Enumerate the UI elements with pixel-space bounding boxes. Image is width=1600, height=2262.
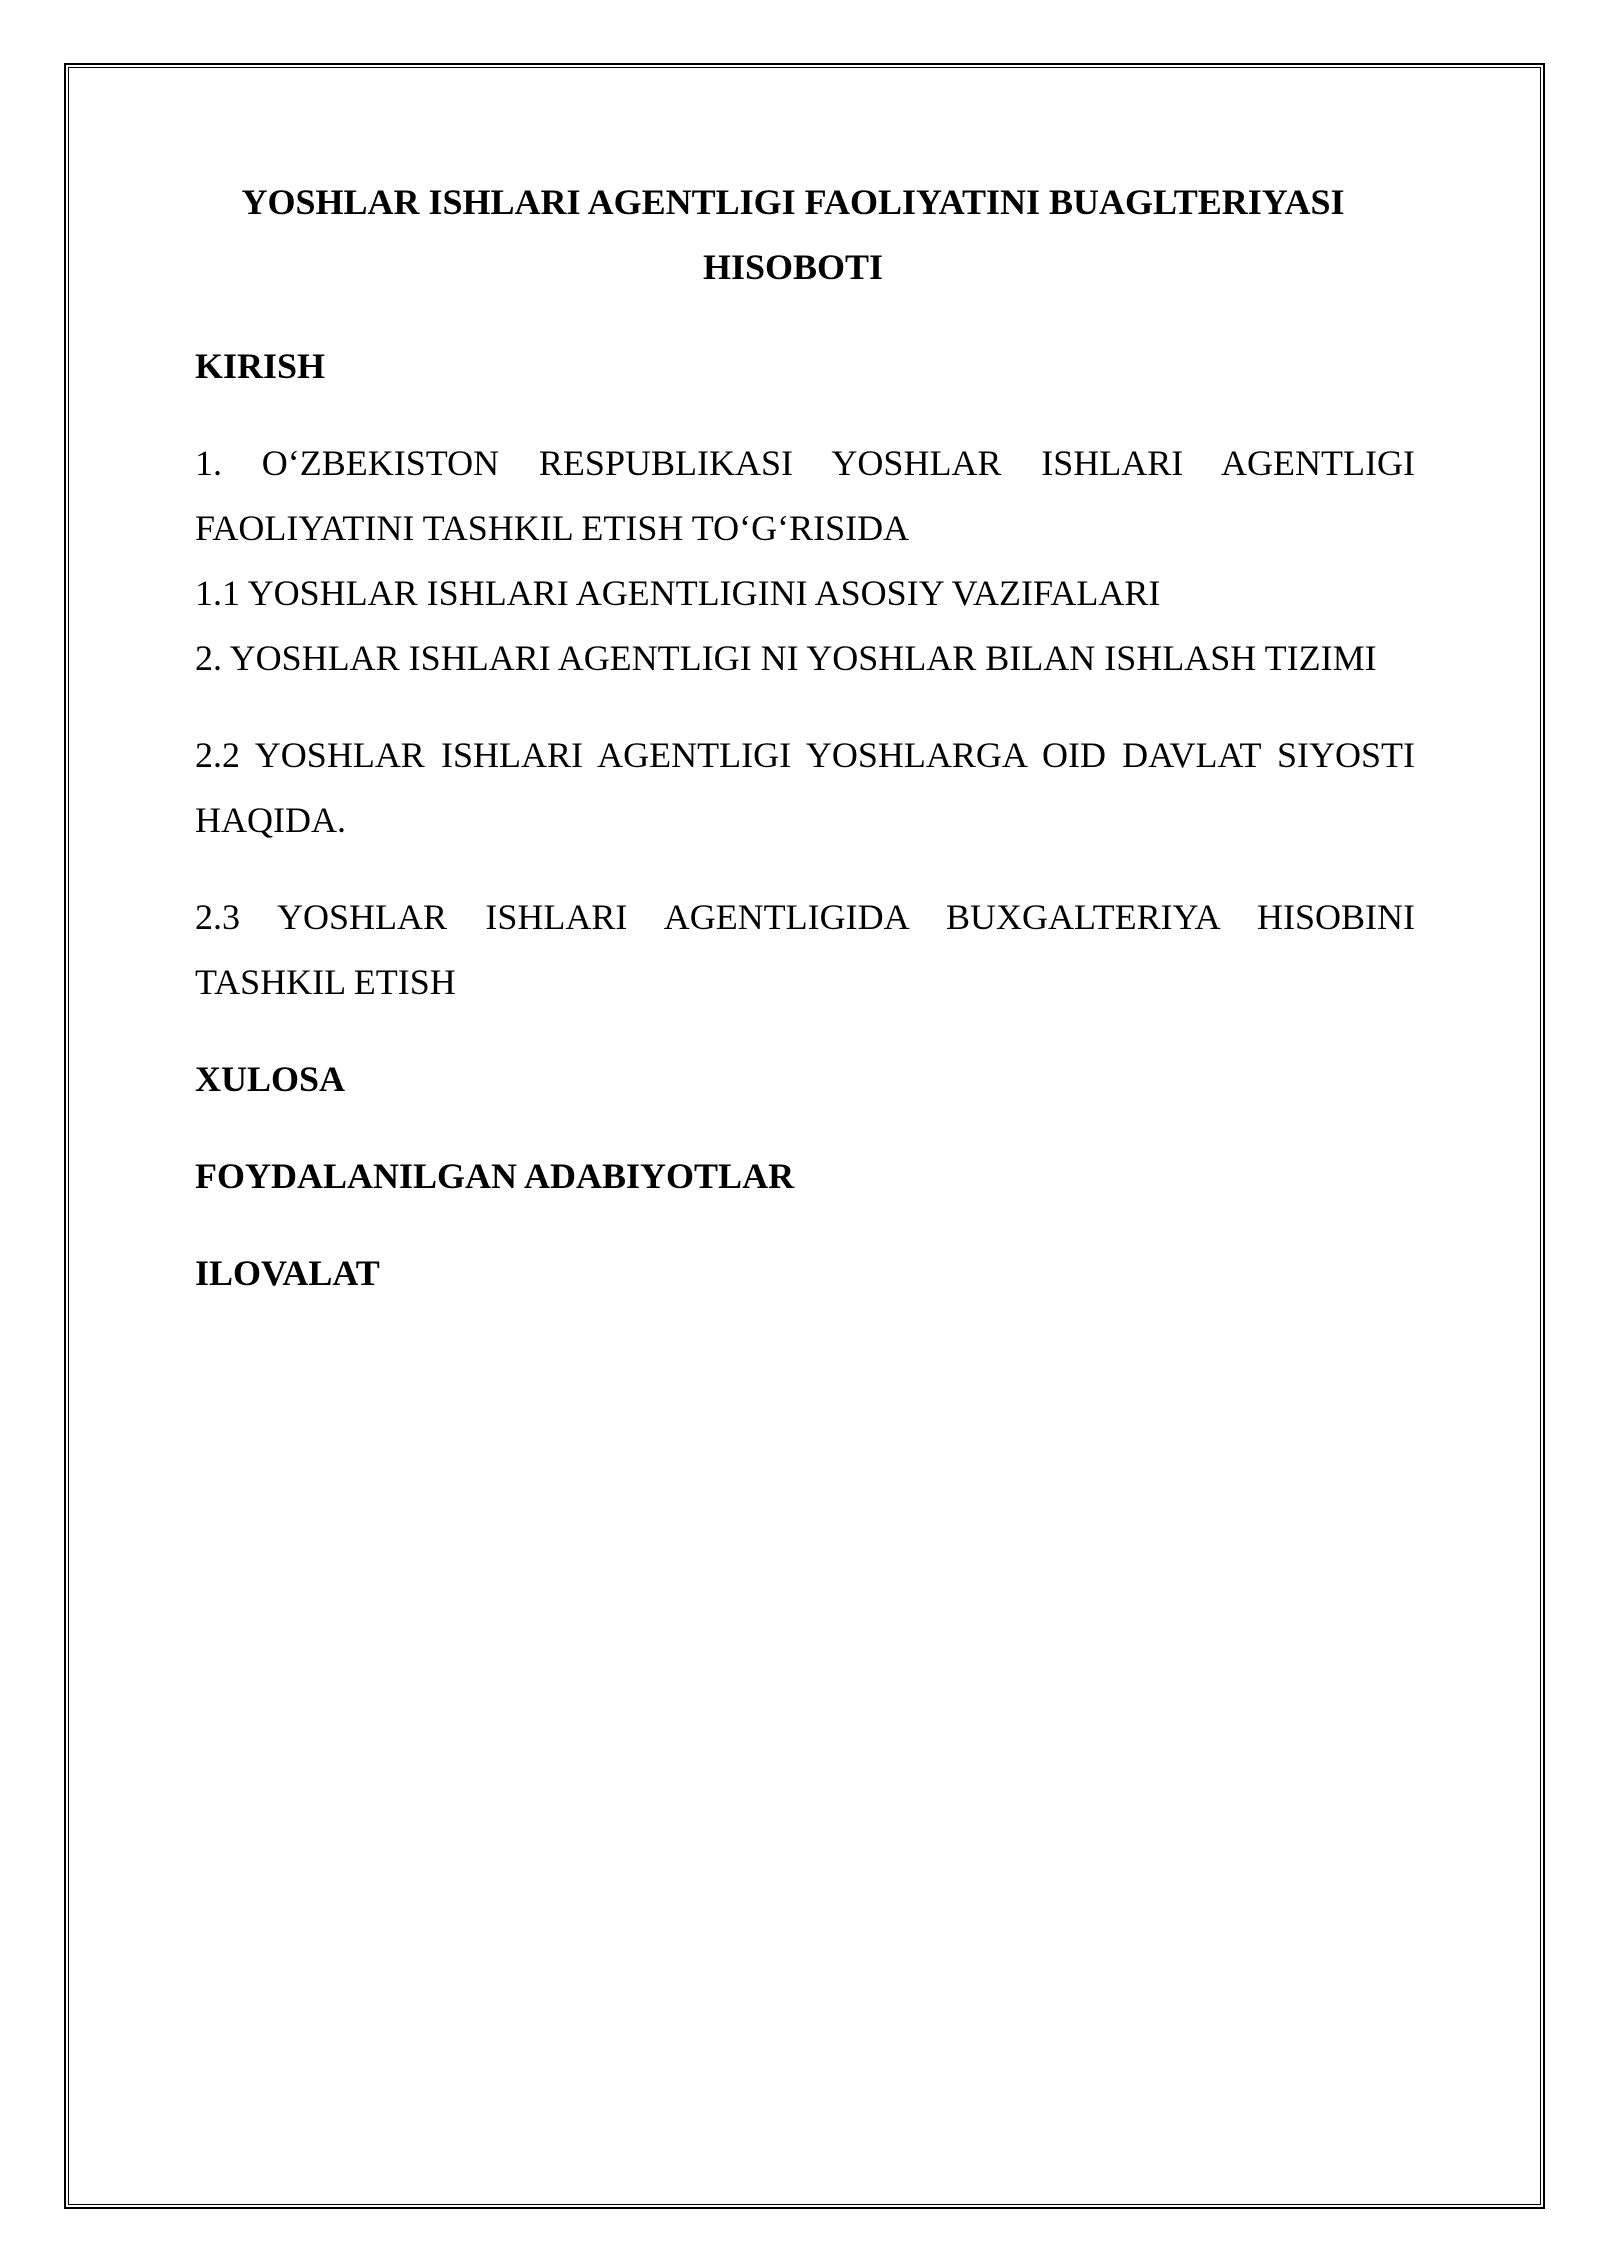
toc-item-1-1: 1.1 YOSHLAR ISHLARI AGENTLIGINI ASOSIY VAZIFALARI — [195, 573, 1161, 613]
toc-item-1: 1. O‘ZBEKISTON RESPUBLIKASI YOSHLAR ISHLARI AGENTLIGI FAOLIYATINI TASHKIL ETISH TO‘G‘RISIDA — [195, 443, 1415, 548]
toc-item-2: 2. YOSHLAR ISHLARI AGENTLIGI NI YOSHLAR BILAN ISHLASH TIZIMI — [195, 638, 1377, 678]
document-title: YOSHLAR ISHLARI AGENTLIGI FAOLIYATINI BUAGLTERIYASI HISOBOTI — [241, 182, 1345, 287]
heading-xulosa: XULOSA — [195, 1059, 346, 1099]
heading-kirish: KIRISH — [195, 346, 326, 386]
toc-item-2-3: 2.3 YOSHLAR ISHLARI AGENTLIGIDA BUXGALTERIYA HISOBINI TASHKIL ETISH — [195, 897, 1415, 1002]
document-body — [195, 170, 1415, 1338]
heading-adabiyotlar: FOYDALANILGAN ADABIYOTLAR — [195, 1156, 795, 1196]
heading-ilovalat: ILOVALAT — [195, 1253, 380, 1293]
toc-item-2-2: 2.2 YOSHLAR ISHLARI AGENTLIGI YOSHLARGA OID DAVLAT SIYOSTI HAQIDA. — [195, 735, 1415, 840]
